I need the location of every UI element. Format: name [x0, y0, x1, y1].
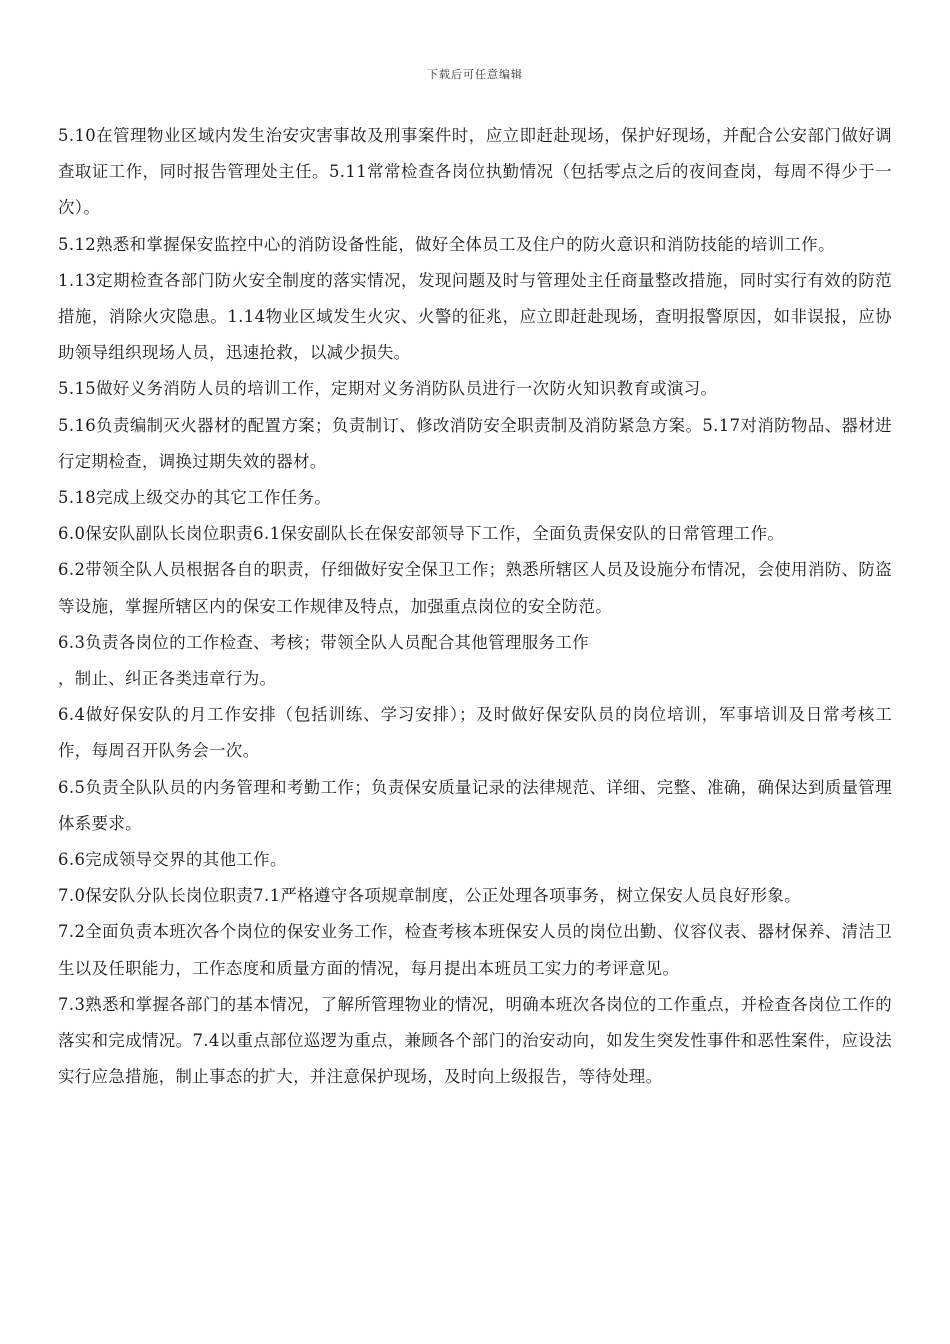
paragraph-5-16: 5.16负责编制灭火器材的配置方案；负责制订、修改消防安全职责制及消防紧急方案。5.17对消防物品、器材进行定期检查，调换过期失效的器材。: [58, 415, 892, 471]
paragraph-6-0: 6.0保安队副队长岗位职责6.1保安副队长在保安部领导下工作，全面负责保安队的日常管理工作。: [58, 524, 785, 544]
paragraph-6-3: 6.3负责各岗位的工作检查、考核；带领全队人员配合其他管理服务工作: [58, 632, 589, 652]
document-body: [58, 118, 892, 1095]
paragraph-1-13: 1.13定期检查各部门防火安全制度的落实情况，发现问题及时与管理处主任商量整改措施，同时实行有效的防范措施，消除火灾隐患。1.14物业区域发生火灾、火警的征兆，应立即赶赴现场，查明报警原因，如非误报，应协助领导组织现场人员，迅速抢救，以减少损失。: [58, 270, 892, 363]
paragraph-5-12: 5.12熟悉和掌握保安监控中心的消防设备性能，做好全体员工及住户的防火意识和消防技能的培训工作。: [58, 234, 835, 254]
paragraph-6-5: 6.5负责全队队员的内务管理和考勤工作；负责保安质量记录的法律规范、详细、完整、准确，确保达到质量管理体系要求。: [58, 777, 892, 833]
paragraph-5-10: 5.10在管理物业区域内发生治安灾害事故及刑事案件时，应立即赶赴现场，保护好现场，并配合公安部门做好调查取证工作，同时报告管理处主任。5.11常常检查各岗位执勤情况（包括零点之后的夜间查岗，每周不得少于一次）。: [58, 126, 892, 218]
paragraph-7-0: 7.0保安队分队长岗位职责7.1严格遵守各项规章制度，公正处理各项事务，树立保安人员良好形象。: [58, 886, 801, 906]
paragraph-5-18: 5.18完成上级交办的其它工作任务。: [58, 488, 332, 508]
paragraph-6-4: 6.4做好保安队的月工作安排（包括训练、学习安排）；及时做好保安队员的岗位培训，军事培训及日常考核工作，每周召开队务会一次。: [58, 705, 892, 761]
paragraph-6-6: 6.6完成领导交界的其他工作。: [58, 850, 287, 870]
page-header-note: 下载后可任意编辑: [427, 68, 523, 81]
paragraph-7-2: 7.2全面负责本班次各个岗位的保安业务工作，检查考核本班保安人员的岗位出勤、仪容仪表、器材保养、清洁卫生以及任职能力，工作态度和质量方面的情况，每月提出本班员工实力的考评意见。: [58, 922, 892, 978]
paragraph-5-15: 5.15做好义务消防人员的培训工作，定期对义务消防队员进行一次防火知识教育或演习。: [58, 379, 718, 399]
paragraph-7-3: 7.3熟悉和掌握各部门的基本情况，了解所管理物业的情况，明确本班次各岗位的工作重点，并检查各岗位工作的落实和完成情况。7.4以重点部位巡逻为重点，兼顾各个部门的治安动向，如发生突发性事件和恶性案件，应设法实行应急措施，制止事态的扩大，并注意保护现场，及时向上级报告，等待处理。: [58, 994, 892, 1087]
paragraph-6-3-continued: ，制止、纠正各类违章行为。: [58, 669, 277, 689]
paragraph-6-2: 6.2带领全队人员根据各自的职责，仔细做好安全保卫工作；熟悉所辖区人员及设施分布情况，会使用消防、防盗等设施，掌握所辖区内的保安工作规律及特点，加强重点岗位的安全防范。: [58, 560, 892, 616]
